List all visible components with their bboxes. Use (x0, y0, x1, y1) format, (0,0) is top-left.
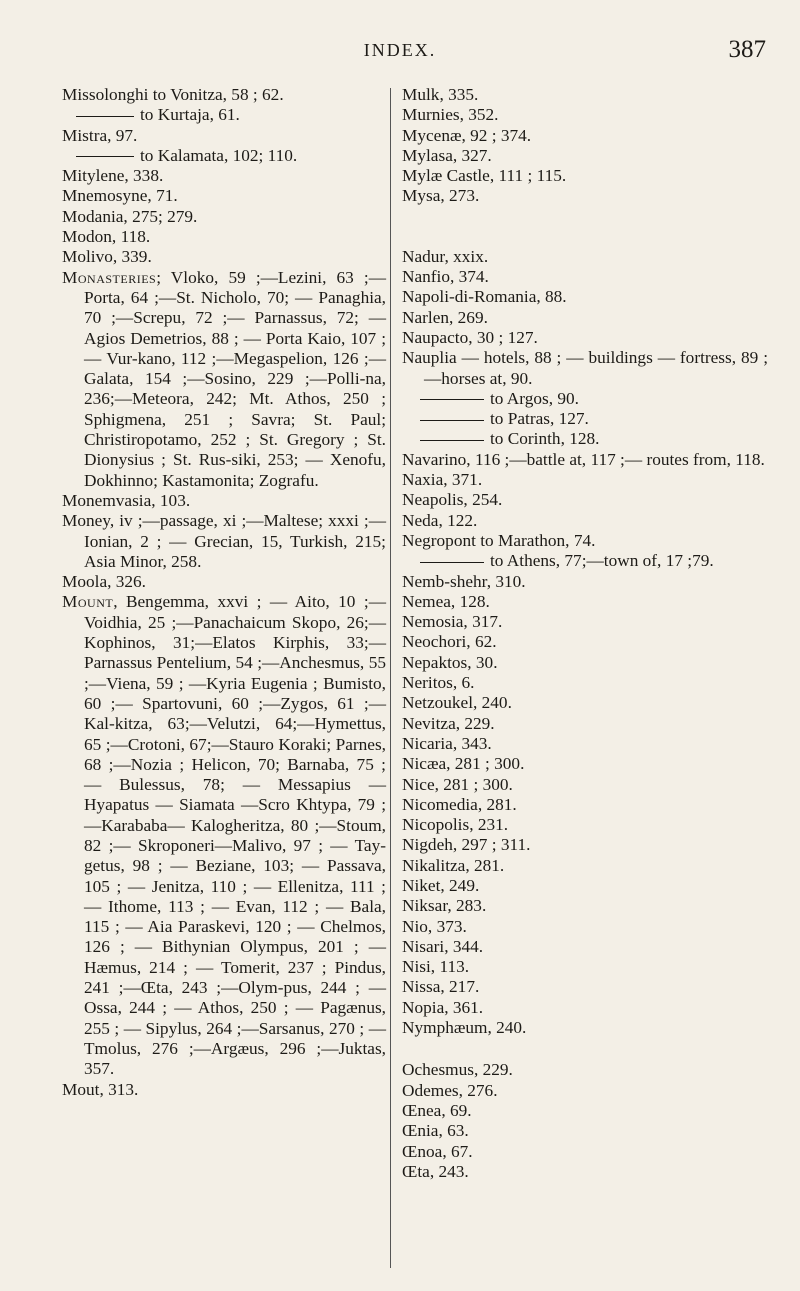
index-entry: Œnoa, 67. (402, 1141, 473, 1161)
ditto-dash (420, 420, 484, 421)
ditto-dash (420, 562, 484, 563)
index-subentry-text: to Patras, 127. (490, 409, 589, 429)
index-entry: Naupacto, 30 ; 127. (402, 327, 538, 347)
index-entry: Nikalitza, 281. (402, 855, 505, 875)
index-entry: Nadur, xxix. (402, 246, 489, 266)
running-title: INDEX. (363, 40, 437, 60)
index-subentry (402, 429, 768, 449)
entry-heading: Monasteries (62, 267, 157, 287)
index-entry: Nemb-shehr, 310. (402, 571, 526, 591)
ditto-dash (420, 440, 484, 441)
index-entry: Nigdeh, 297 ; 311. (402, 835, 531, 855)
index-entry: Nicopolis, 231. (402, 815, 509, 835)
index-entry: Molivo, 339. (62, 247, 152, 267)
index-entry: Niksar, 283. (402, 896, 487, 916)
index-entry: Mout, 313. (62, 1079, 139, 1099)
column-divider (390, 88, 391, 1268)
index-entry: Nisari, 344. (402, 936, 484, 956)
index-entry: Mitylene, 338. (62, 166, 164, 186)
index-subentry (402, 409, 768, 429)
index-entry: Mulk, 335. (402, 85, 479, 104)
index-entry: Nemea, 128. (402, 591, 490, 611)
index-entry: Nepaktos, 30. (402, 652, 498, 672)
index-entry: Nanfio, 374. (402, 267, 489, 287)
ditto-dash (76, 116, 134, 117)
index-entry: Netzoukel, 240. (402, 693, 512, 713)
entry-body: , Bengemma, xxvi ; — Aito, 10 ;—Voidhia, 25 ;—Panachaicum Skopo, 26;—Kophinos, 31;—Elatos Kirphis, 33;—Parnassus Pentelium, 54 ;—Anchesmus, 55 ;—Viena, 59 ; —Kyria Eugenia ; Bumisto, 60 ;— Spartovuni, 60 ;—Zygos, 61 ;—Kal-kitza, 63;—Velutzi, 64;—Hymettus, 65 ;—Crotoni, 67;—Stauro Koraki; Parnes, 68 ;—Nozia ; Helicon, 70; Barnaba, 75 ; — Bulessus, 78; — Messapius — Hyapatus — Siamata —Scro Khtypa, 79 ;—Karababa— Kalogheritza, 80 ;—Stoum, 82 ;— Skroponeri—Malivo, 97 ; — Tay-getus, 98 ; — Beziane, 103; — Passava, 105 ; — Jenitza, 110 ; — Ellenitza, 111 ; — Ithome, 113 ; — Evan, 112 ; — Bala, 115 ; — Aia Paraskevi, 120 ; — Chelmos, 126 ; — Bithynian Olympus, 201 ; —Hæmus, 214 ; — Tomerit, 237 ; Pindus, 241 ;—Œta, 243 ;—Olym-pus, 244 ; — Ossa, 244 ; — Athos, 250 ; — Pagænus, 255 ; — Sipylus, 264 ;—Sarsanus, 270 ; — Tmolus, 276 ;—Argæus, 296 ;—Juktas, 357. (84, 592, 386, 1079)
index-entry: Money, iv ;—passage, xi ;—Maltese; xxxi ;—Ionian, 2 ; — Grecian, 15, Turkish, 215; Asia Minor, 258. (62, 511, 386, 571)
letter-gap (402, 1038, 768, 1060)
index-entry: Murnies, 352. (402, 105, 499, 125)
index-subentry-text: to Athens, 77;—town of, 17 ;79. (490, 551, 714, 571)
index-column-right (402, 85, 768, 1182)
index-entry: Neapolis, 254. (402, 490, 503, 510)
index-entry: Missolonghi to Vonitza, 58 ; 62. (62, 85, 284, 104)
index-entry: Nauplia — hotels, 88 ; — buildings — fortress, 89 ;—horses at, 90. (402, 348, 768, 388)
index-entry: Nymphæum, 240. (402, 1018, 527, 1038)
index-entry: Nicomedia, 281. (402, 794, 517, 814)
page-number: 387 (728, 36, 766, 63)
index-entry: Narlen, 269. (402, 307, 488, 327)
index-entry: Odemes, 276. (402, 1080, 498, 1100)
ditto-dash (420, 399, 484, 400)
index-entry: Nio, 373. (402, 916, 467, 936)
index-subentry (402, 551, 768, 571)
index-entry: Neritos, 6. (402, 673, 475, 693)
index-entry: Niket, 249. (402, 875, 480, 895)
index-entry: Mnemosyne, 71. (62, 186, 178, 206)
index-entry: Mylasa, 327. (402, 145, 492, 165)
index-entry: Napoli-di-Romania, 88. (402, 287, 567, 307)
index-entry: Nicaria, 343. (402, 733, 492, 753)
index-entry: Monemvasia, 103. (62, 490, 191, 510)
index-entry: Navarino, 116 ;—battle at, 117 ;— routes from, 118. (402, 449, 765, 469)
ditto-dash (76, 156, 134, 157)
index-entry: Nemosia, 317. (402, 612, 503, 632)
index-entry: Mysa, 273. (402, 186, 480, 206)
index-entry: Nicæa, 281 ; 300. (402, 754, 525, 774)
index-subentry-text: to Kalamata, 102; 110. (140, 145, 298, 165)
entry-body: ; Vloko, 59 ;—Lezini, 63 ;—Porta, 64 ;—St. Nicholo, 70; — Panaghia, 70 ;—Screpu, 72 ;— Parnassus, 72; — Agios Demetrios, 88 ; — Porta Kaio, 107 ; — Vur-kano, 112 ;—Megaspelion, 126 ;— Galata, 154 ;—Sosino, 229 ;—Polli-na, 236;—Meteora, 242; Mt. Athos, 250 ; Sphigmena, 251 ; Savra; St. Paul; Christiropotamo, 252 ; St. Gregory ; St. Dionysius ; St. Rus-siki, 253; — Xenofu, Dokhinno; Kastamonita; Zografu. (84, 267, 386, 490)
index-subentry (402, 389, 768, 409)
index-entry: Ochesmus, 229. (402, 1060, 513, 1080)
index-entry: Modon, 118. (62, 227, 151, 247)
index-entry: Neochori, 62. (402, 632, 497, 652)
index-entry: Nopia, 361. (402, 997, 484, 1017)
index-entry: Neda, 122. (402, 510, 478, 530)
index-entry: Œnia, 63. (402, 1121, 469, 1141)
index-entry: Mylæ Castle, 111 ; 115. (402, 166, 567, 186)
page-header (0, 36, 800, 70)
index-column-left (62, 85, 386, 1100)
index-subentry-text: to Corinth, 128. (490, 429, 600, 449)
entry-heading: Mount (62, 592, 114, 612)
letter-gap (402, 207, 768, 247)
index-entry: Mycenæ, 92 ; 374. (402, 125, 532, 145)
index-subentry (62, 105, 386, 125)
index-entry-monasteries (62, 268, 386, 491)
index-entry-mount (62, 592, 386, 1079)
index-subentry (62, 146, 386, 166)
index-subentry-text: to Kurtaja, 61. (140, 105, 240, 125)
index-subentry-text: to Argos, 90. (490, 388, 579, 408)
index-entry: Negropont to Marathon, 74. (402, 530, 596, 550)
index-entry: Nice, 281 ; 300. (402, 774, 513, 794)
index-entry: Moola, 326. (62, 572, 147, 592)
index-entry: Naxia, 371. (402, 470, 483, 490)
index-entry: Nissa, 217. (402, 977, 480, 997)
index-entry: Œta, 243. (402, 1161, 469, 1181)
index-entry: Mistra, 97. (62, 125, 138, 145)
index-entry: Modania, 275; 279. (62, 206, 198, 226)
index-entry: Nisi, 113. (402, 957, 470, 977)
index-entry: Nevitza, 229. (402, 713, 495, 733)
index-entry: Œnea, 69. (402, 1100, 472, 1120)
